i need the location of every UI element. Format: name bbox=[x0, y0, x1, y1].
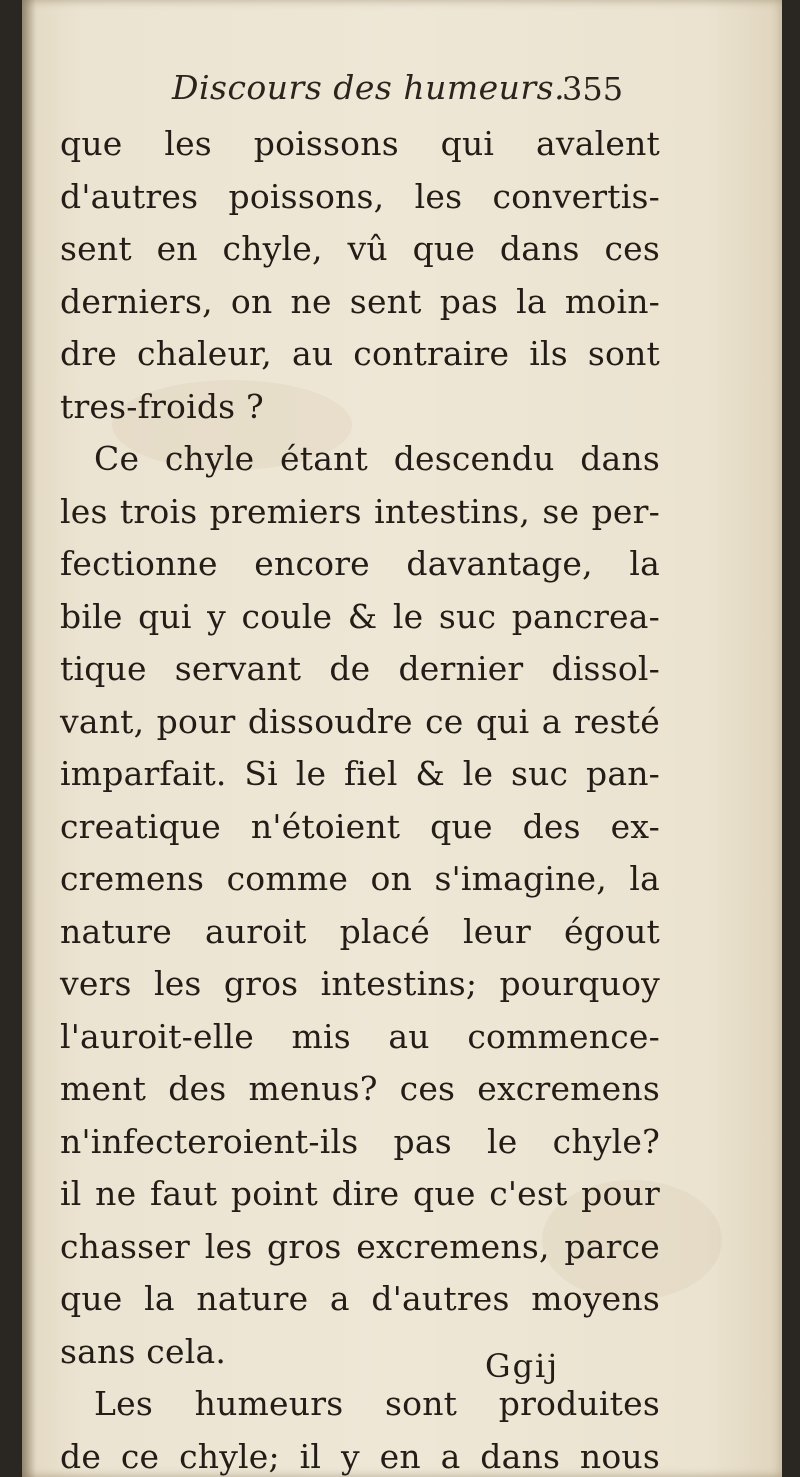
text-line: derniers, on ne sent pas la moin- bbox=[60, 281, 660, 321]
text-line: il ne faut point dire que c'est pour bbox=[60, 1174, 660, 1213]
text-line: que la nature a d'autres moyens bbox=[60, 1279, 660, 1318]
text-line: Ce chyle étant descendu dans bbox=[94, 439, 660, 478]
page-header bbox=[22, 68, 782, 120]
text-line: imparfait. Si le fiel & le suc pan- bbox=[60, 754, 660, 793]
text-line: vers les gros intestins; pourquoy bbox=[60, 964, 660, 1003]
text-line: creatique n'étoient que des ex- bbox=[60, 806, 660, 846]
text-line: les trois premiers intestins, se per- bbox=[60, 491, 660, 531]
running-title: Discours des humeurs. bbox=[172, 68, 566, 107]
text-line: cremens comme on s'imagine, la bbox=[60, 859, 660, 898]
page-number: 355 bbox=[562, 70, 624, 108]
text-line: dre chaleur, au contraire ils sont bbox=[60, 334, 660, 373]
text-line: bile qui y coule & le suc pancrea- bbox=[60, 596, 660, 636]
text-line: sent en chyle, vû que dans ces bbox=[60, 229, 660, 268]
text-body bbox=[60, 118, 660, 1477]
text-line: de ce chyle; il y en a dans nous bbox=[60, 1436, 660, 1476]
book-page bbox=[22, 0, 782, 1477]
text-line: Les humeurs sont produites bbox=[94, 1384, 660, 1423]
text-line: nature auroit placé leur égout bbox=[60, 911, 660, 951]
text-line: sans cela. bbox=[60, 1331, 227, 1371]
text-line: chasser les gros excremens, parce bbox=[60, 1226, 660, 1266]
text-line: que les poissons qui avalent bbox=[60, 124, 660, 163]
text-line: tique servant de dernier dissol- bbox=[60, 649, 660, 688]
signature-mark: Ggij bbox=[485, 1347, 560, 1385]
spine-shadow bbox=[22, 0, 36, 1477]
text-line: vant, pour dissoudre ce qui a resté bbox=[60, 701, 660, 741]
text-line: tres-froids ? bbox=[60, 386, 264, 426]
text-line: d'autres poissons, les convertis- bbox=[60, 176, 660, 216]
text-line: fectionne encore davantage, la bbox=[60, 544, 660, 583]
text-line: n'infecteroient-ils pas le chyle? bbox=[60, 1121, 660, 1161]
text-line: l'auroit-elle mis au commence- bbox=[60, 1016, 660, 1056]
text-line: ment des menus? ces excremens bbox=[60, 1069, 660, 1108]
